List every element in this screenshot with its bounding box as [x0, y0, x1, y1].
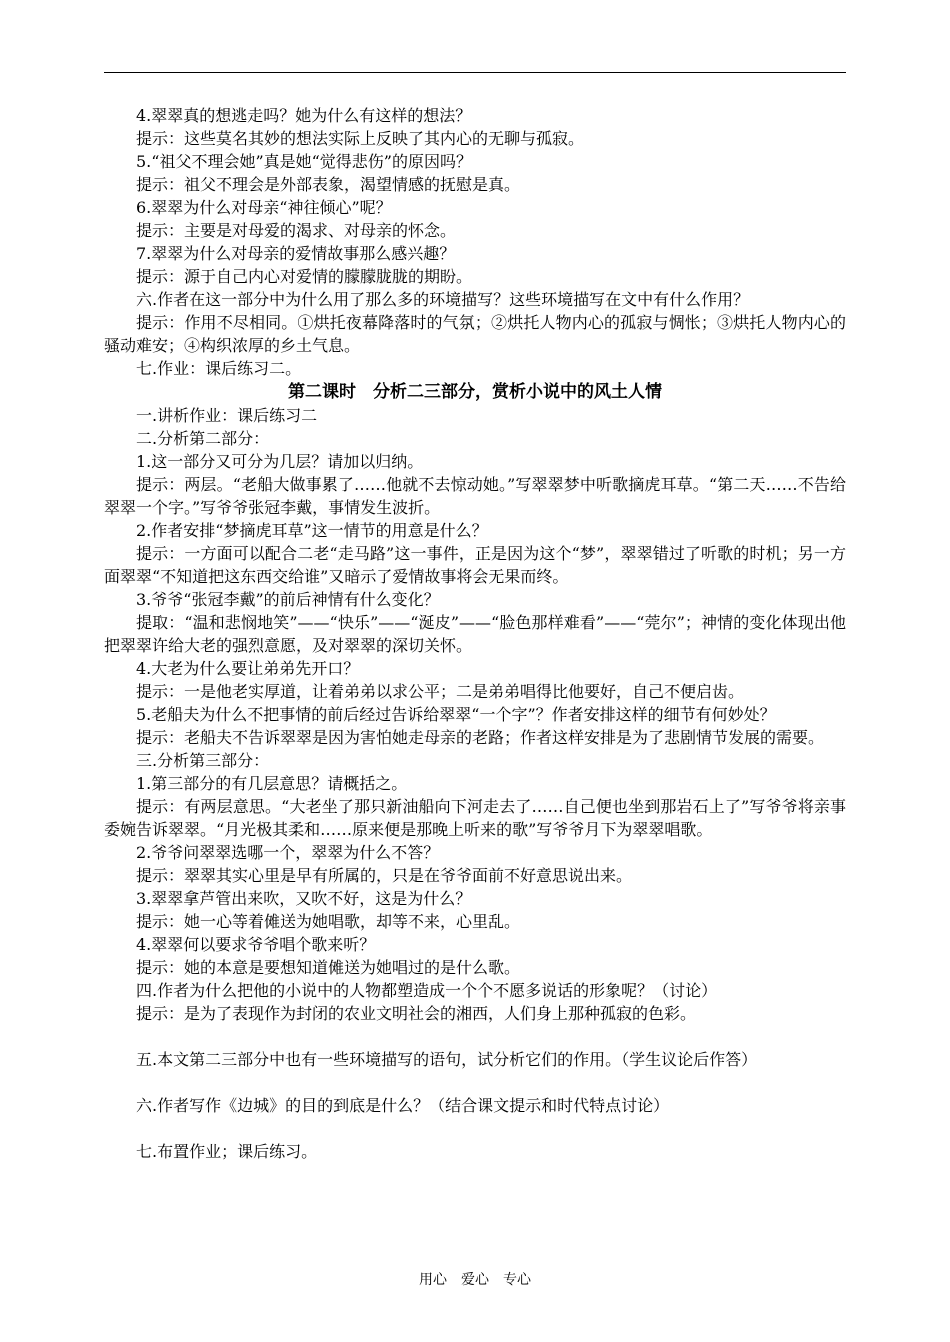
part-1: 一.讲析作业：课后练习二	[136, 406, 318, 425]
hint-4: 提示：这些莫名其妙的想法实际上反映了其内心的无聊与孤寂。	[136, 129, 585, 148]
question-5: 5.“祖父不理会她”真是她“觉得悲伤”的原因吗？	[136, 152, 472, 171]
part-4-question: 四.作者为什么把他的小说中的人物都塑造成一个个不愿多说话的形象呢？（讨论）	[136, 981, 718, 1000]
part-6-question: 六.作者写作《边城》的目的到底是什么？（结合课文提示和时代特点讨论）	[136, 1096, 670, 1115]
section-7-homework: 七.作业：课后练习二。	[136, 359, 302, 378]
p3-hint-2: 提示：翠翠其实心里是早有所属的，只是在爷爷面前不好意思说出来。	[136, 866, 633, 885]
p2-hint-5: 提示：老船夫不告诉翠翠是因为害怕她走母亲的老路；作者这样安排是为了悲剧情节发展的需要。	[136, 728, 825, 747]
p2-question-5: 5.老船夫为什么不把事情的前后经过告诉给翠翠“一个字”？作者安排这样的细节有何妙处？	[136, 705, 776, 724]
document-body	[104, 104, 846, 1163]
p2-hint-1: 提示：两层。“老船大做事累了……他就不去惊动她。”写翠翠梦中听歌摘虎耳草。“第二天……不告给翠翠一个字。”写爷爷张冠李戴，事情发生波折。	[104, 475, 846, 517]
p2-question-3: 3.爷爷“张冠李戴”的前后神情有什么变化？	[136, 590, 440, 609]
hint-7: 提示：源于自己内心对爱情的朦朦胧胧的期盼。	[136, 267, 473, 286]
p2-question-2: 2.作者安排“梦摘虎耳草”这一情节的用意是什么？	[136, 521, 488, 540]
part-4-hint: 提示：是为了表现作为封闭的农业文明社会的湘西，人们身上那种孤寂的色彩。	[136, 1004, 697, 1023]
part-3-title: 三.分析第三部分：	[136, 751, 270, 770]
p3-question-2: 2.爷爷问翠翠选哪一个，翠翠为什么不答？	[136, 843, 440, 862]
p3-hint-1: 提示：有两层意思。“大老坐了那只新油船向下河走去了……自己便也坐到那岩石上了”写爷爷将亲事委婉告诉翠翠。“月光极其柔和……原来便是那晚上听来的歌”写爷爷月下为翠翠唱歌。	[104, 797, 846, 839]
p3-question-1: 1.第三部分的有几层意思？请概括之。	[136, 774, 408, 793]
lesson-heading: 第二课时 分析二三部分，赏析小说中的风土人情	[288, 382, 662, 402]
p2-hint-3: 提取：“温和悲悯地笑”——“快乐”——“涎皮”——“脸色那样难看”——“莞尔”；神情的变化体现出他把翠翠许给大老的强烈意愿，及对翠翠的深切关怀。	[104, 613, 846, 655]
question-4: 4.翠翠真的想逃走吗？她为什么有这样的想法？	[136, 106, 472, 125]
p3-hint-4: 提示：她的本意是要想知道傩送为她唱过的是什么歌。	[136, 958, 521, 977]
part-2-title: 二.分析第二部分：	[136, 429, 270, 448]
part-5-question: 五.本文第二三部分中也有一些环境描写的语句，试分析它们的作用。（学生议论后作答）	[136, 1050, 758, 1069]
question-6: 6.翠翠为什么对母亲“神往倾心”呢？	[136, 198, 392, 217]
hint-5: 提示：祖父不理会是外部表象，渴望情感的抚慰是真。	[136, 175, 521, 194]
spacer	[104, 1025, 846, 1048]
section-6-question: 六.作者在这一部分中为什么用了那么多的环境描写？这些环境描写在文中有什么作用？	[136, 290, 750, 309]
section-6-hint: 提示：作用不尽相同。①烘托夜幕降落时的气氛；②烘托人物内心的孤寂与惆怅；③烘托人物内心的骚动难安；④构织浓厚的乡土气息。	[104, 313, 846, 355]
p2-question-1: 1.这一部分又可分为几层？请加以归纳。	[136, 452, 424, 471]
p3-hint-3: 提示：她一心等着傩送为她唱歌，却等不来，心里乱。	[136, 912, 521, 931]
p2-hint-2: 提示：一方面可以配合二老“走马路”这一事件，正是因为这个“梦”，翠翠错过了听歌的时机；另一方面翠翠“不知道把这东西交给谁”又暗示了爱情故事将会无果而终。	[104, 544, 846, 586]
header-rule	[104, 72, 846, 73]
p2-question-4: 4.大老为什么要让弟弟先开口？	[136, 659, 360, 678]
part-7-homework: 七.布置作业；课后练习。	[136, 1142, 318, 1161]
hint-6: 提示：主要是对母爱的渴求、对母亲的怀念。	[136, 221, 457, 240]
spacer	[104, 1117, 846, 1140]
p3-question-3: 3.翠翠拿芦管出来吹，又吹不好，这是为什么？	[136, 889, 472, 908]
question-7: 7.翠翠为什么对母亲的爱情故事那么感兴趣？	[136, 244, 456, 263]
page-footer: 用心 爱心 专心	[419, 1272, 531, 1288]
p3-question-4: 4.翠翠何以要求爷爷唱个歌来听？	[136, 935, 376, 954]
spacer	[104, 1071, 846, 1094]
p2-hint-4: 提示：一是他老实厚道，让着弟弟以求公平；二是弟弟唱得比他要好，自己不便启齿。	[136, 682, 745, 701]
